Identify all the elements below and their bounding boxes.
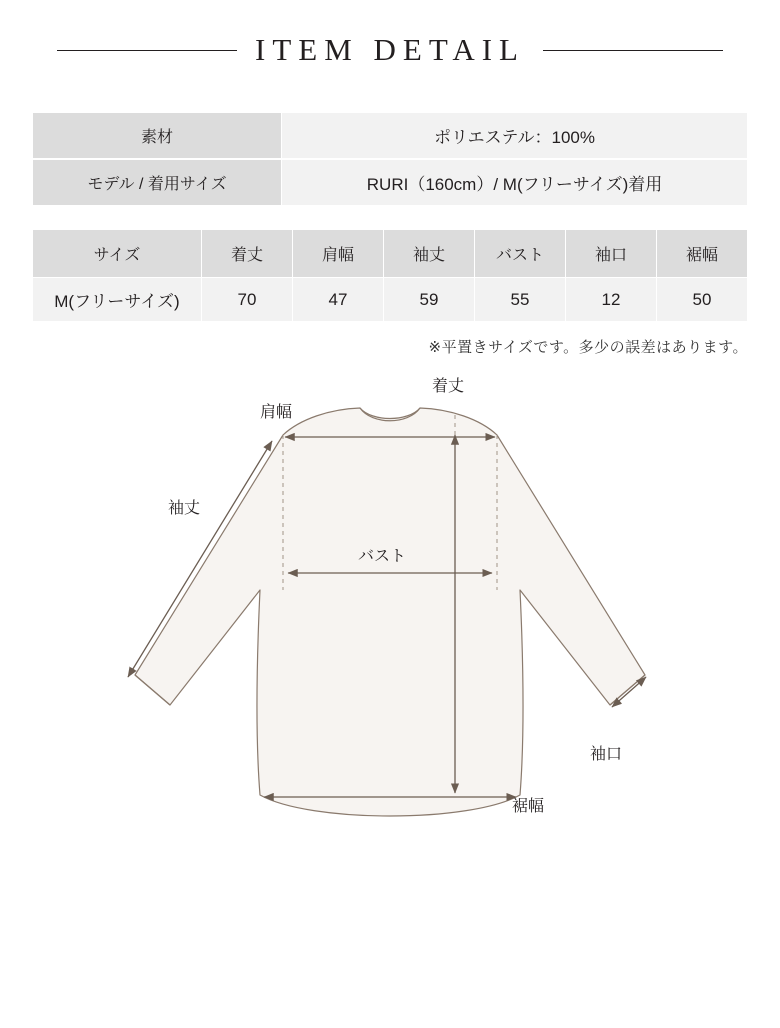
size-note: ※平置きサイズです。多少の誤差はあります。	[428, 339, 748, 356]
size-cell-sleeve: 59	[384, 278, 475, 322]
size-header-hem: 裾幅	[657, 230, 748, 278]
label-hem: 裾幅	[512, 798, 545, 815]
page-title: ITEM DETAIL	[255, 32, 525, 67]
table-row	[33, 278, 748, 322]
header-rule-left	[57, 50, 237, 51]
label-shoulder: 肩幅	[260, 404, 293, 421]
size-header-bust: バスト	[475, 230, 566, 278]
label-cuff: 袖口	[590, 746, 623, 763]
header-rule-right	[543, 50, 723, 51]
label-sleeve-length: 袖丈	[168, 500, 201, 517]
size-header-size: サイズ	[33, 230, 202, 278]
size-header-length: 着丈	[202, 230, 293, 278]
size-cell-shoulder: 47	[293, 278, 384, 322]
size-cell-hem: 50	[657, 278, 748, 322]
label-bust: バスト	[358, 548, 407, 565]
garment-measurement-illustration	[0, 375, 780, 945]
size-header-shoulder: 肩幅	[293, 230, 384, 278]
size-table-wrap	[32, 229, 748, 322]
size-table	[32, 229, 748, 322]
garment-diagram	[0, 375, 780, 945]
material-label: 素材	[33, 113, 282, 160]
material-table	[32, 112, 748, 207]
label-length: 着丈	[432, 378, 465, 395]
size-cell-length: 70	[202, 278, 293, 322]
model-label: モデル / 着用サイズ	[33, 159, 282, 206]
model-value: RURI（160cm）/ M(フリーサイズ)着用	[282, 159, 748, 206]
material-table-wrap	[32, 112, 748, 207]
material-value: ポリエステル：100%	[282, 113, 748, 160]
table-row	[33, 159, 748, 206]
size-cell-size: M(フリーサイズ)	[33, 278, 202, 322]
page-header	[0, 28, 780, 72]
size-cell-cuff: 12	[566, 278, 657, 322]
table-row	[33, 113, 748, 160]
table-header-row	[33, 230, 748, 278]
size-header-cuff: 袖口	[566, 230, 657, 278]
size-cell-bust: 55	[475, 278, 566, 322]
size-header-sleeve: 袖丈	[384, 230, 475, 278]
